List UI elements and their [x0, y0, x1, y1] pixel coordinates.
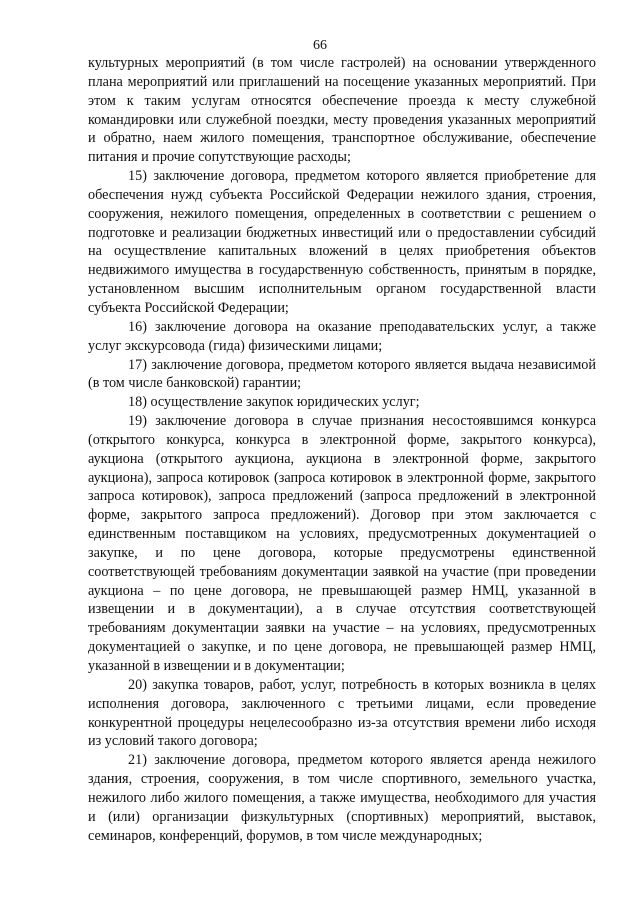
- paragraph-item-19: 19) заключение договора в случае признания несостоявшимся конкурса (открытого конкурса, конкурса в электронной форме, закрытого конкурса), аукциона (открытого аукциона, аукциона в электронной форме, закрытого аукциона), запроса котировок (запроса котировок в электронной форме, закрытого запроса котировок), запроса предложений (запроса предложений в электронной форме, закрытого запроса предложений). Договор при этом заключается с единственным поставщиком на условиях, предусмотренных документацией о закупке, и по цене договора, которые предусмотрены единственной соответствующей требованиям документации заявкой на участие (при проведении аукциона – по цене договора, не превышающей размер НМЦ, указанной в извещении и в документации), а в случае отсутствия соответствующей требованиям документации заявки на участие – на условиях, предусмотренных документацией о закупке, и по цене договора, не превышающей размер НМЦ, указанной в извещении и в документации;: [88, 413, 596, 674]
- paragraph-item-16: 16) заключение договора на оказание преподавательских услуг, а также услуг экскурсовода (гида) физическими лицами;: [88, 318, 596, 354]
- paragraph-item-21: 21) заключение договора, предметом которого является аренда нежилого здания, строения, сооружения, в том числе спортивного, земельного участка, нежилого либо жилого помещения, а также имущества, необходимого для участия и (или) организации физкультурных (спортивных) мероприятий, выставок, семинаров, конференций, форумов, в том числе международных;: [88, 752, 596, 844]
- paragraph-continuation: культурных мероприятий (в том числе гастролей) на основании утвержденного плана мероприятий или приглашений на посещение указанных мероприятий. При этом к таким услугам относятся обеспечение проезда к месту служебной командировки или служебной поездки, месту проведения указанных мероприятий и обратно, наем жилого помещения, транспортное обслуживание, обеспечение питания и прочие сопутствующие расходы;: [88, 55, 596, 166]
- page-number: 66: [313, 38, 327, 53]
- paragraph-item-18: 18) осуществление закупок юридических услуг;: [128, 394, 420, 411]
- paragraph-item-20: 20) закупка товаров, работ, услуг, потребность в которых возникла в целях исполнения договора, заключенного с третьими лицами, если проведение конкурентной процедуры нецелесообразно из-за отсутствия времени либо исходя из условий такого договора;: [88, 676, 596, 750]
- paragraph-item-15: 15) заключение договора, предметом которого является приобретение для обеспечения нужд субъекта Российской Федерации нежилого здания, строения, сооружения, нежилого помещения, определенных в соответствии с решением о подготовке и реализации бюджетных инвестиций или о предоставлении субсидий на осуществление капитальных вложений в целях приобретения объектов недвижимого имущества в государственную собственность, принятым в порядке, установленном высшим исполнительным органом государственной власти субъекта Российской Федерации;: [88, 168, 596, 316]
- paragraph-item-17: 17) заключение договора, предметом которого является выдача независимой (в том числе банковской) гарантии;: [88, 356, 596, 392]
- document-body: [88, 54, 596, 845]
